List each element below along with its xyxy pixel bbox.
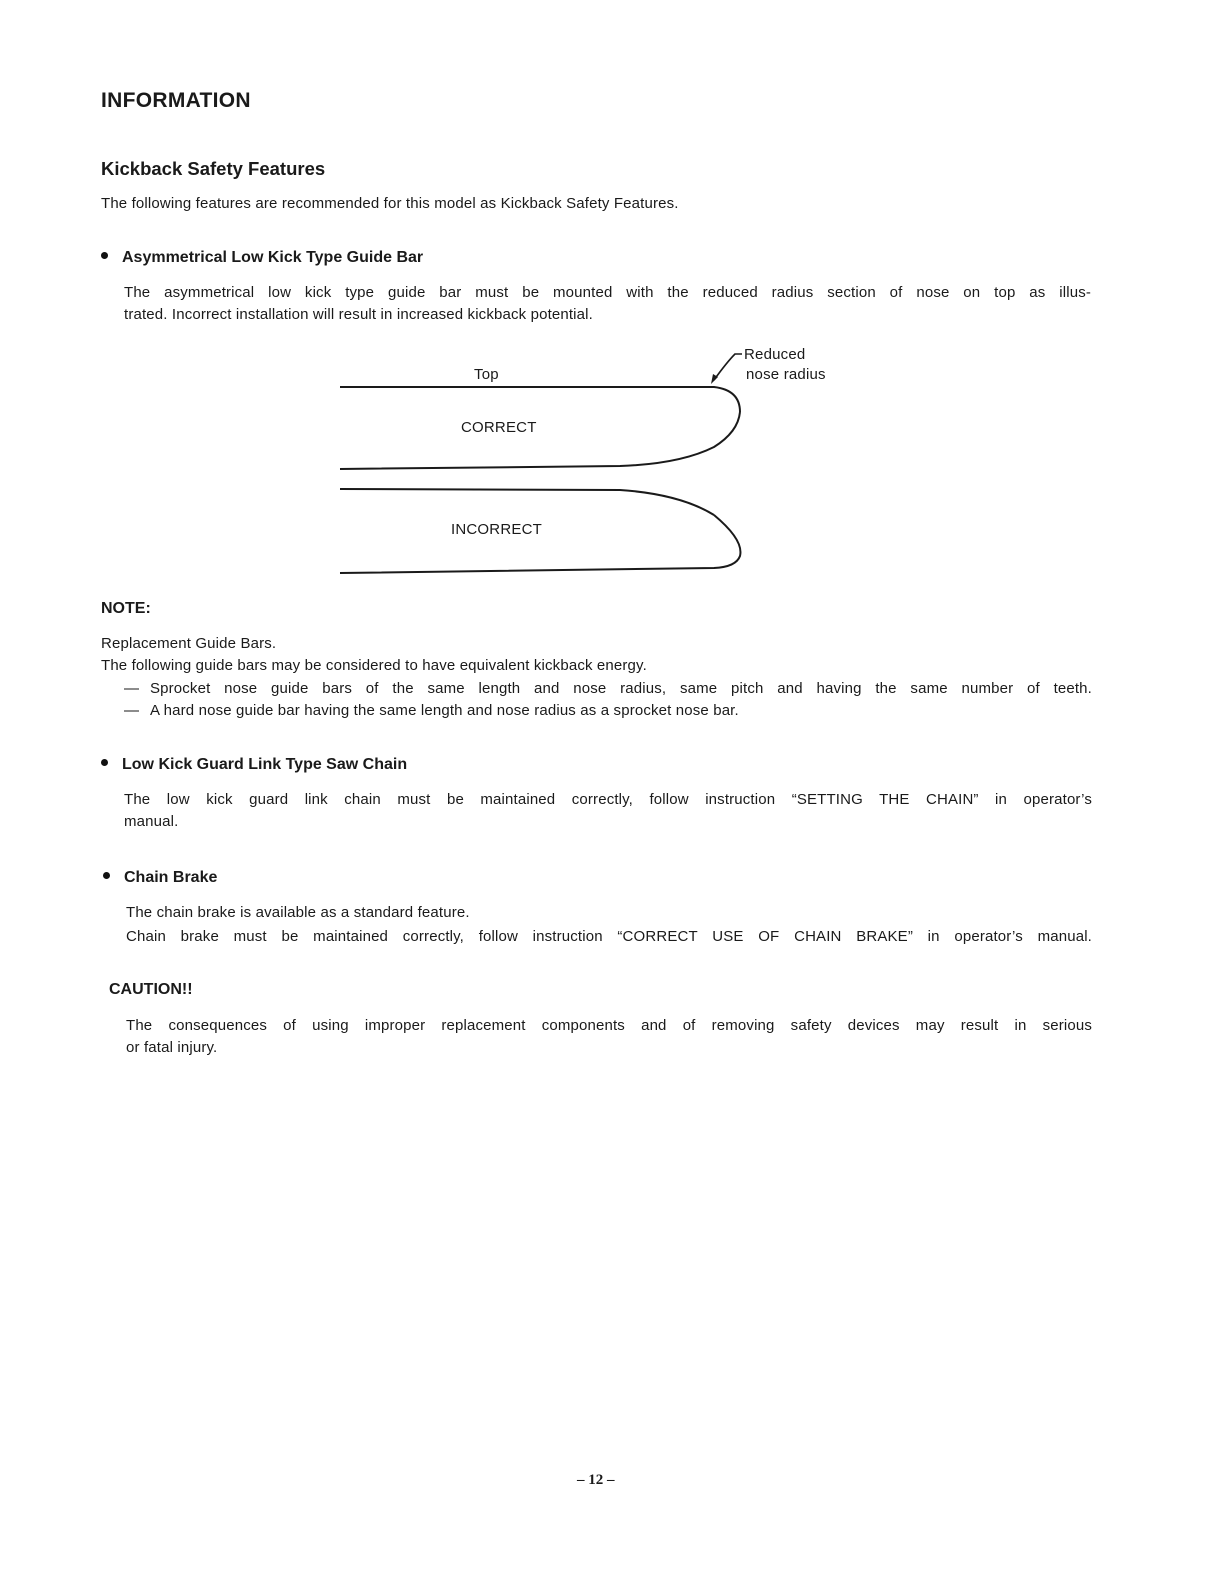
feature-heading-guide-bar: Asymmetrical Low Kick Type Guide Bar	[101, 249, 423, 267]
note-item: A hard nose guide bar having the same length and nose radius as a sprocket nose bar.	[150, 702, 739, 719]
feature-text-line: trated. Incorrect installation will result in increased kickback potential.	[124, 306, 593, 323]
feature-text-line: The low kick guard link chain must be maintained correctly, follow instruction “SETTING THE CHAIN” in operator’s	[124, 791, 1092, 808]
caution-text-line: or fatal injury.	[126, 1039, 218, 1056]
correct-bar-nose	[340, 412, 740, 469]
feature-heading-saw-chain: Low Kick Guard Link Type Saw Chain	[101, 756, 407, 774]
diagram-nose-radius-label: nose radius	[746, 366, 826, 383]
feature-text-line: The asymmetrical low kick type guide bar must be mounted with the reduced radius section of nose on top as illus-	[124, 284, 1091, 301]
caution-heading: CAUTION!!	[109, 981, 193, 998]
note-item: Sprocket nose guide bars of the same length and nose radius, same pitch and having the same number of teeth.	[150, 680, 1092, 697]
feature-text-line: manual.	[124, 813, 179, 830]
note-dash: —	[124, 680, 140, 697]
note-line: The following guide bars may be considered to have equivalent kickback energy.	[101, 657, 647, 674]
diagram-incorrect-label: INCORRECT	[451, 521, 542, 538]
bullet-icon	[101, 759, 108, 766]
intro-text: The following features are recommended for this model as Kickback Safety Features.	[101, 195, 679, 212]
feature-heading-chain-brake: Chain Brake	[103, 869, 217, 887]
diagram-correct-label: CORRECT	[461, 419, 537, 436]
correct-bar-top-edge	[340, 387, 740, 412]
reduced-radius-leader	[714, 354, 742, 380]
bullet-icon	[103, 872, 110, 879]
page-title: INFORMATION	[101, 89, 251, 112]
diagram-top-label: Top	[474, 366, 499, 383]
note-heading: NOTE:	[101, 600, 151, 617]
feature-text-line: The chain brake is available as a standard feature.	[126, 904, 470, 921]
page-number: – 12 –	[577, 1472, 615, 1488]
note-line: Replacement Guide Bars.	[101, 635, 277, 652]
incorrect-bar-top-edge	[340, 489, 714, 515]
diagram-reduced-label: Reduced	[744, 346, 806, 363]
section-title: Kickback Safety Features	[101, 158, 326, 179]
feature-text-line: Chain brake must be maintained correctly, follow instruction “CORRECT USE OF CHAIN BRAKE” in operator’s manual.	[126, 928, 1092, 945]
note-dash: —	[124, 702, 140, 719]
caution-text-line: The consequences of using improper replacement components and of removing safety devices may result in serious	[126, 1017, 1092, 1034]
